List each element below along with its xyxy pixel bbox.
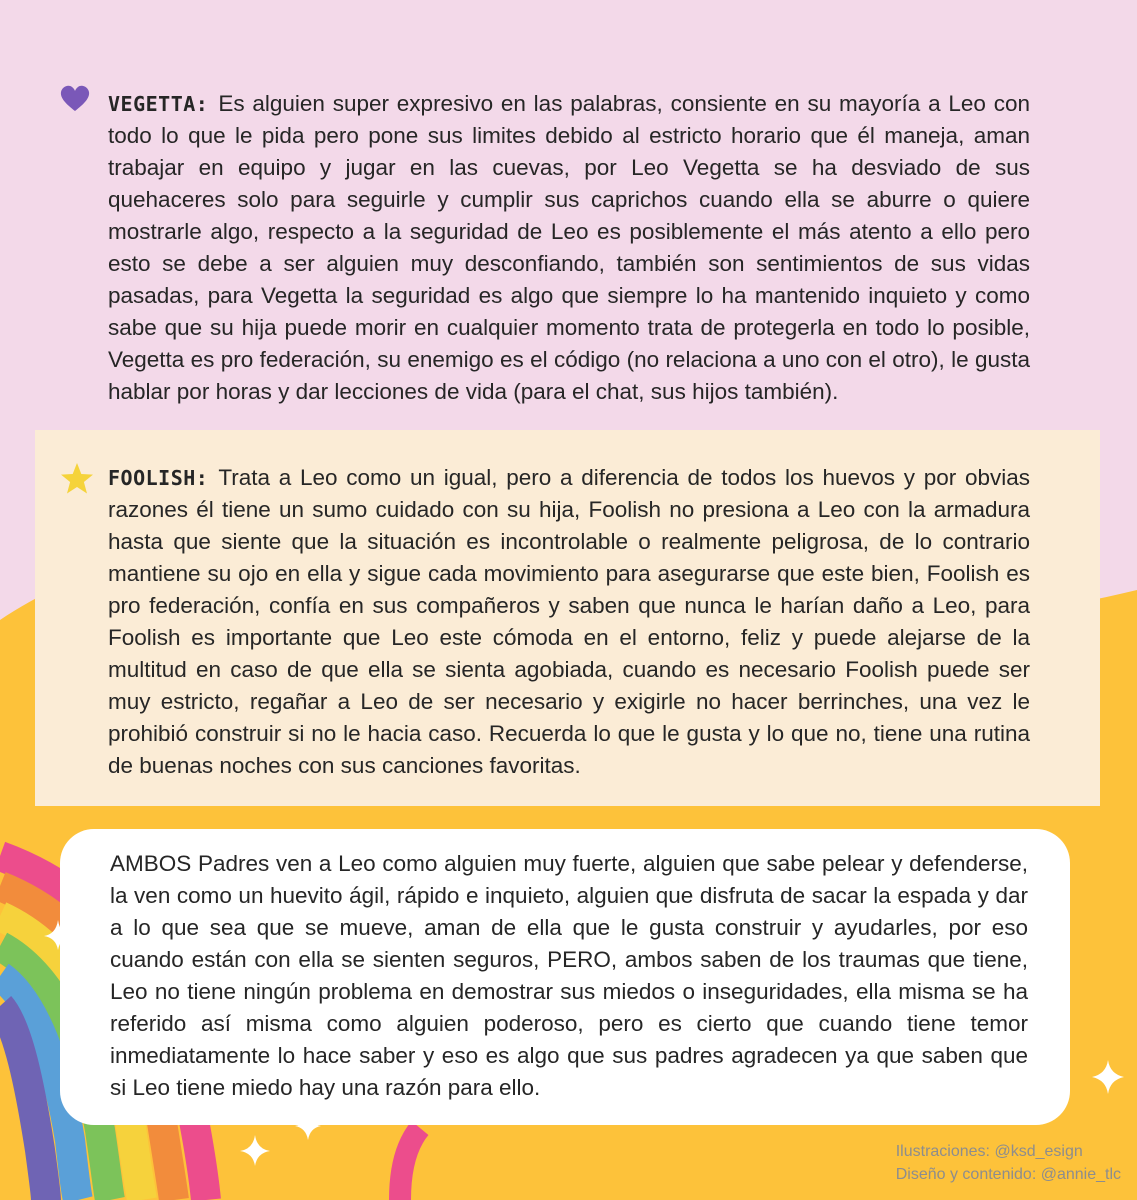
ambos-section: [110, 848, 1028, 1104]
star-icon: [60, 462, 94, 496]
foolish-heading: FOOLISH:: [108, 466, 209, 490]
foolish-section: [108, 462, 1030, 782]
heart-icon: [60, 84, 90, 112]
credits-illustrations: Ilustraciones: @ksd_esign: [895, 1143, 1083, 1160]
vegetta-section: [108, 88, 1030, 408]
foolish-text: Trata a Leo como un igual, pero a diferencia de todos los huevos y por obvias razones él tiene un sumo cuidado con su hija, Foolish no presiona a Leo con la armadura hasta que siente que la situación es incontrolable o realmente peligrosa, de lo contrario mantiene su ojo en ella y sigue cada movimiento para asegurarse que este bien, Foolish es pro federación, confía en sus compañeros y saben que nunca le harían daño a Leo, para Foolish es importante que Leo este cómoda en el entorno, feliz y puede alejarse de la multitud en caso de que ella se sienta agobiada, cuando es necesario Foolish puede ser muy estricto, regañar a Leo de ser necesario y exigirle no hacer berrinches, una vez le prohibió construir si no le hacia caso. Recuerda lo que le gusta y lo que no, tiene una rutina de buenas noches con sus canciones favoritas.: [108, 465, 1030, 778]
credits-design: Diseño y contenido: @annie_tlc: [895, 1166, 1121, 1183]
ambos-text: AMBOS Padres ven a Leo como alguien muy fuerte, alguien que sabe pelear y defenderse, la ven como un huevito ágil, rápido e inquieto, alguien que disfruta de sacar la espada y dar a lo que sea que se mueve, aman de ella que le gusta construir y ayudarles, por eso cuando están con ella se sienten seguros, PERO, ambos saben de los traumas que tiene, Leo no tiene ningún problema en demostrar sus miedos o inseguridades, ella misma se ha referido así misma como alguien poderoso, pero es cierto que cuando tiene temor inmediatamente lo hace saber y eso es algo que sus padres agradecen ya que saben que si Leo tiene miedo hay una razón para ello.: [110, 851, 1028, 1100]
vegetta-heading: VEGETTA:: [108, 92, 209, 116]
credits: [896, 1140, 1121, 1186]
vegetta-text: Es alguien super expresivo en las palabras, consiente en su mayoría a Leo con todo lo que le pida pero pone sus limites debido al estricto horario que él maneja, aman trabajar en equipo y jugar en las cuevas, por Leo Vegetta se ha desviado de sus quehaceres solo para seguirle y cumplir sus caprichos cuando ella se aburre o quiere mostrarle algo, respecto a la seguridad de Leo es posiblemente el más atento a ello pero esto se debe a ser alguien muy desconfiando, también son sentimientos de sus vidas pasadas, para Vegetta la seguridad es algo que siempre lo ha mantenido inquieto y como sabe que su hija puede morir en cualquier momento trata de protegerla en todo lo posible, Vegetta es pro federación, su enemigo es el código (no relaciona a uno con el otro), le gusta hablar por horas y dar lecciones de vida (para el chat, sus hijos también).: [108, 91, 1030, 404]
